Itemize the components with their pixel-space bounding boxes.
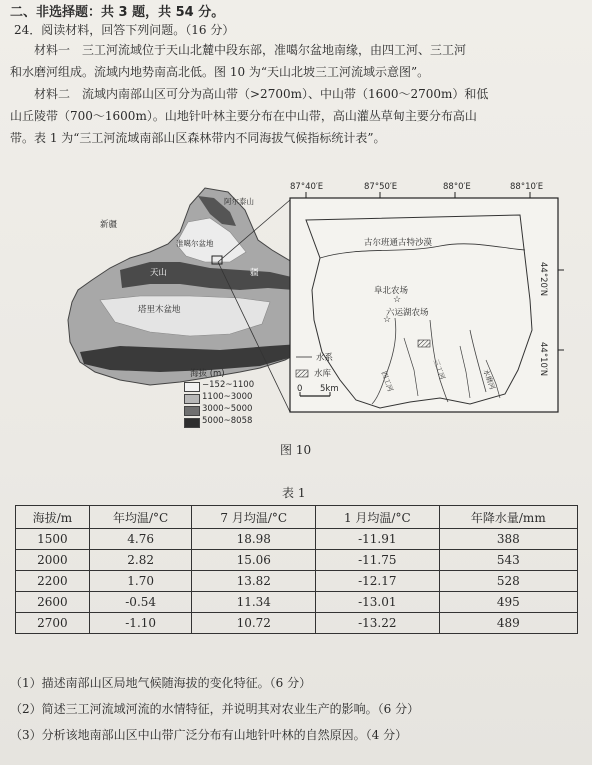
table-cell: 1.70 — [89, 571, 192, 592]
label-sigong-river: 四工河 — [379, 370, 395, 393]
elevation-range-3: 3000~5000 — [202, 404, 253, 414]
label-sangong-river: 三工河 — [431, 358, 447, 381]
section-heading: 二、非选择题：共 3 题，共 54 分。 — [10, 5, 225, 20]
lon-label-3: 88°0′E — [443, 182, 471, 192]
figure-caption: 图 10 — [280, 443, 312, 457]
elevation-swatch-3 — [184, 406, 200, 416]
table-header-row — [16, 506, 578, 529]
table-cell: 388 — [439, 529, 577, 550]
label-junggar: 准噶尔盆地 — [176, 239, 214, 248]
table-cell: 2000 — [16, 550, 90, 571]
label-tianshan: 天山 — [150, 268, 168, 278]
table-cell: 10.72 — [192, 613, 316, 634]
table-cell: 495 — [439, 592, 577, 613]
star-icon-fubei: ☆ — [393, 295, 402, 305]
table-cell: 489 — [439, 613, 577, 634]
material2-line2: 山丘陵带（700～1600m）。山地针叶林主要分布在中山带，高山灌丛草甸主要分布高山 — [10, 109, 477, 123]
table-cell: 11.34 — [192, 592, 316, 613]
legend-reservoir-box — [296, 370, 308, 377]
table-cell: 13.82 — [192, 571, 316, 592]
elevation-range-1: −152~1100 — [202, 380, 255, 390]
label-shuimo-river: 水磨河 — [481, 368, 497, 391]
table-cell: 18.98 — [192, 529, 316, 550]
lon-label-2: 87°50′E — [364, 182, 398, 192]
label-altai: 阿尔泰山 — [224, 197, 254, 206]
lon-label-4: 88°10′E — [510, 182, 544, 192]
table-cell: -1.10 — [89, 613, 192, 634]
table-cell: 2600 — [16, 592, 90, 613]
scale-zero-label: 0 — [297, 384, 303, 394]
material1-line1: 材料一 三工河流域位于天山北麓中段东部，准噶尔盆地南缘，由四工河、三工河 — [34, 43, 467, 57]
reservoir-marker — [418, 340, 430, 347]
question-number-line: 24．阅读材料，回答下列问题。（16 分） — [14, 23, 235, 37]
sub-question-3: （3）分析该地南部山区中山带广泛分布有山地针叶林的自然原因。（4 分） — [10, 728, 408, 742]
table-cell: 2200 — [16, 571, 90, 592]
sub-question-1: （1）描述南部山区局地气候随海拔的变化特征。（6 分） — [10, 676, 312, 690]
lon-label-1: 87°40′E — [290, 182, 324, 192]
legend-river-label: 水系 — [316, 353, 334, 363]
table-cell: -0.54 — [89, 592, 192, 613]
climate-table — [15, 505, 578, 634]
elevation-swatch-2 — [184, 394, 200, 404]
elevation-legend-title: 海拔 (m) — [190, 369, 225, 379]
material2-line1: 材料二 流域内南部山区可分为高山带（>2700m）、中山带（1600～2700m）和低 — [34, 87, 489, 101]
sub-question-2: （2）简述三工河流域河流的水情特征，并说明其对农业生产的影响。（6 分） — [10, 702, 420, 716]
label-jiang: 疆 — [250, 268, 259, 278]
table-row — [16, 529, 578, 550]
table-row — [16, 571, 578, 592]
header-july-temp: 7 月均温/°C — [192, 506, 316, 529]
elevation-swatch-4 — [184, 418, 200, 428]
label-fubei-farm: 阜北农场 — [374, 286, 409, 296]
table-cell: -13.01 — [316, 592, 440, 613]
table-cell: 4.76 — [89, 529, 192, 550]
table-row — [16, 592, 578, 613]
header-annual-temp: 年均温/°C — [89, 506, 192, 529]
star-icon-liuyun: ☆ — [383, 315, 392, 325]
table-cell: 528 — [439, 571, 577, 592]
table-cell: -11.75 — [316, 550, 440, 571]
table-cell: -12.17 — [316, 571, 440, 592]
lat-label-1: 44°20′N — [538, 262, 548, 297]
label-xinjiang: 新疆 — [100, 220, 118, 230]
table-cell: 1500 — [16, 529, 90, 550]
material2-line3: 带。表 1 为“三工河流域南部山区森林带内不同海拔气候指标统计表”。 — [10, 131, 386, 145]
elevation-range-4: 5000~8058 — [202, 416, 253, 426]
label-tarim: 塔里木盆地 — [138, 305, 181, 315]
table-cell: 2700 — [16, 613, 90, 634]
table-row — [16, 613, 578, 634]
lat-label-2: 44°10′N — [538, 342, 548, 377]
label-gurbantunggut: 古尔班通古特沙漠 — [364, 238, 433, 248]
legend-reservoir-label: 水库 — [314, 369, 332, 379]
table-cell: 2.82 — [89, 550, 192, 571]
scale-km-label: 5km — [320, 384, 339, 394]
table-cell: -13.22 — [316, 613, 440, 634]
elevation-range-2: 1100~3000 — [202, 392, 253, 402]
table-cell: -11.91 — [316, 529, 440, 550]
header-jan-temp: 1 月均温/°C — [316, 506, 440, 529]
elevation-swatch-1 — [184, 382, 200, 392]
table-cell: 15.06 — [192, 550, 316, 571]
header-altitude: 海拔/m — [16, 506, 90, 529]
material1-line2: 和水磨河组成。流域内地势南高北低。图 10 为“天山北坡三工河流域示意图”。 — [10, 65, 430, 79]
label-liuyun-farm: 六运湖农场 — [386, 308, 429, 318]
inset-frame — [290, 198, 558, 412]
table-row — [16, 550, 578, 571]
table-title: 表 1 — [282, 486, 306, 500]
header-precip: 年降水量/mm — [439, 506, 577, 529]
table-cell: 543 — [439, 550, 577, 571]
